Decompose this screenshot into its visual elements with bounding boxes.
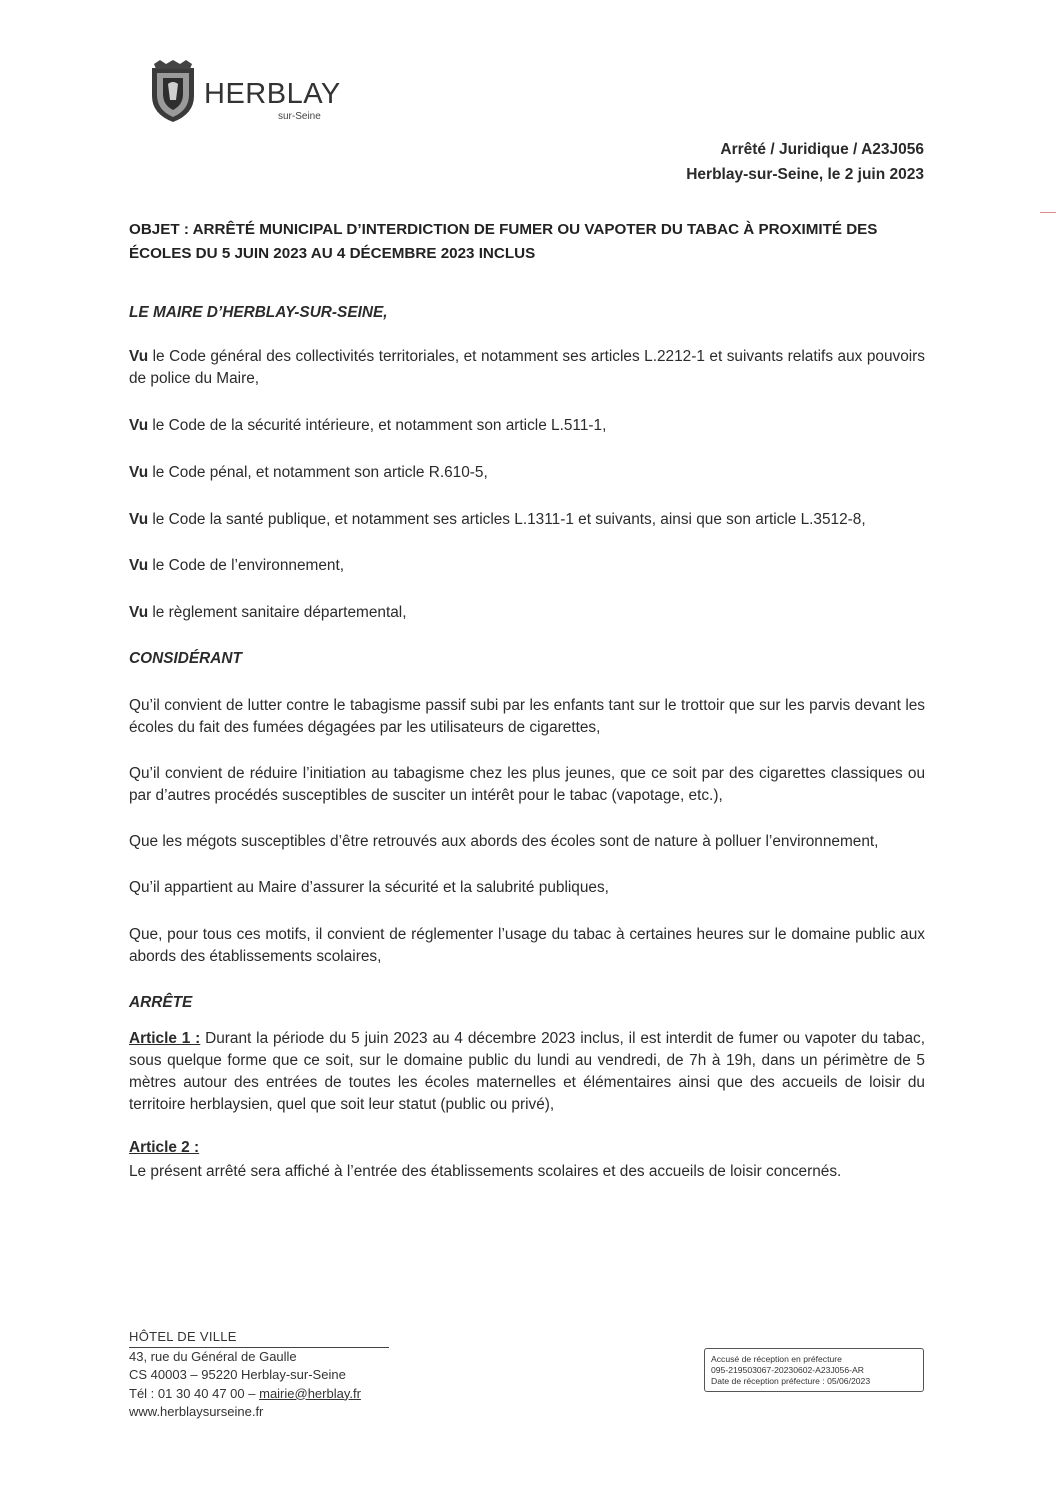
- footer-address-line: CS 40003 – 95220 Herblay-sur-Seine: [129, 1367, 346, 1382]
- footer-contact: [129, 1385, 389, 1404]
- stamp-line: 095-219503067-20230602-A23J056-AR: [711, 1365, 864, 1375]
- visa-item: Vu le Code de l’environnement,: [129, 557, 345, 574]
- footer-email-link[interactable]: mairie@herblay.fr: [259, 1385, 361, 1401]
- vu-word: Vu: [129, 348, 149, 365]
- visa-item: Vu le Code de la sécurité intérieure, et notamment son article L.511-1,: [129, 417, 607, 434]
- visa-item: Vu le Code la santé publique, et notamment ses articles L.1311-1 et suivants, ainsi que son article L.3512-8,: [129, 511, 866, 528]
- document-body: [129, 302, 925, 1183]
- herblay-logo: [146, 60, 376, 130]
- reference-code: Arrêté / Juridique / A23J056: [720, 141, 924, 158]
- document-subject: OBJET : ARRÊTÉ MUNICIPAL D’INTERDICTION DE FUMER OU VAPOTER DU TABAC À PROXIMITÉ DES ÉCOLES DU 5 JUIN 2023 AU 4 DÉCEMBRE 2023 INCLUS: [129, 221, 878, 262]
- scan-edge-mark: [1040, 212, 1056, 213]
- reference-date: Herblay-sur-Seine, le 2 juin 2023: [686, 166, 924, 183]
- article-2-text: Le présent arrêté sera affiché à l’entrée des établissements scolaires et des accueils de loisir concernés.: [129, 1163, 842, 1180]
- logo-subtitle: sur-Seine: [278, 111, 321, 122]
- vu-word: Vu: [129, 417, 149, 434]
- footer-title: HÔTEL DE VILLE: [129, 1328, 389, 1348]
- visa-item: Vu le Code pénal, et notamment son article R.610-5,: [129, 464, 488, 481]
- visa-item: Vu le règlement sanitaire départemental,: [129, 604, 407, 621]
- vu-word: Vu: [129, 464, 149, 481]
- vu-word: Vu: [129, 604, 149, 621]
- reference-block: [686, 137, 924, 187]
- considerant-item: Qu’il convient de réduire l’initiation au tabagisme chez les plus jeunes, que ce soit par des cigarettes classiques ou par d’autres procédés susceptibles de susciter un intérêt pour le tabac (vapotage, etc.),: [129, 765, 925, 804]
- considerant-item: Qu’il convient de lutter contre le tabagisme passif subi par les enfants tant sur le trottoir que sur les parvis devant les écoles du fait des fumées dégagées par les utilisateurs de cigarettes,: [129, 697, 925, 736]
- article-1: [129, 1028, 925, 1116]
- visa-item: Vu le Code général des collectivités territoriales, et notamment ses articles L.2212-1 et suivants relatifs aux pouvoirs de police du Maire,: [129, 348, 925, 387]
- stamp-line: Accusé de réception en préfecture: [711, 1354, 842, 1364]
- footer-address: [129, 1328, 389, 1422]
- maire-heading: LE MAIRE D’HERBLAY-SUR-SEINE,: [129, 304, 388, 321]
- article-1-text: Durant la période du 5 juin 2023 au 4 décembre 2023 inclus, il est interdit de fumer ou vapoter du tabac, sous quelque forme que ce soit, sur le domaine public du lundi au vendredi, de 7h à 19h, dans un périmètre de 5 mètres autour des entrées de toutes les écoles maternelles et élémentaires ainsi que des accueils de loisir du territoire herblaysien, quel que soit leur statut (public ou privé),: [129, 1030, 925, 1113]
- considerant-item: Qu’il appartient au Maire d’assurer la sécurité et la salubrité publiques,: [129, 879, 609, 896]
- article-2-label: Article 2 :: [129, 1139, 200, 1156]
- vu-word: Vu: [129, 557, 149, 574]
- considerant-item: Que, pour tous ces motifs, il convient de réglementer l’usage du tabac à certaines heures sur le domaine public aux abords des établissements scolaires,: [129, 926, 925, 965]
- logo-text: HERBLAY: [204, 78, 341, 110]
- prefecture-stamp: [704, 1348, 924, 1392]
- footer-address-line: 43, rue du Général de Gaulle: [129, 1348, 297, 1364]
- considerant-item: Que les mégots susceptibles d’être retrouvés aux abords des écoles sont de nature à polluer l’environnement,: [129, 833, 879, 850]
- arrete-heading: ARRÊTE: [129, 994, 193, 1011]
- coat-of-arms-icon: [146, 60, 200, 124]
- footer-phone: Tél : 01 30 40 47 00 –: [129, 1385, 260, 1401]
- footer-website[interactable]: www.herblaysurseine.fr: [129, 1404, 264, 1419]
- vu-word: Vu: [129, 511, 149, 528]
- considerant-heading: CONSIDÉRANT: [129, 650, 242, 667]
- stamp-line: Date de réception préfecture : 05/06/2023: [711, 1376, 871, 1386]
- article-1-label: Article 1 :: [129, 1030, 201, 1047]
